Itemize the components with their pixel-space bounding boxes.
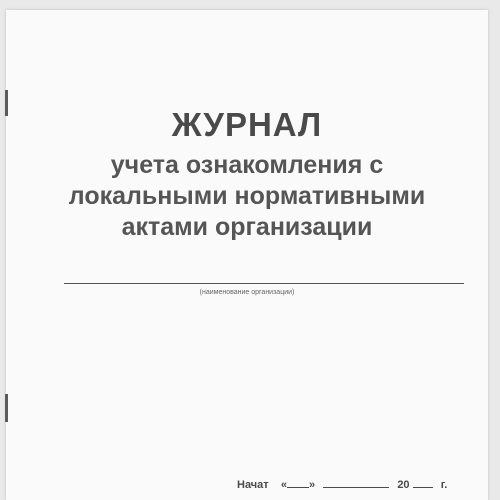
journal-title: ЖУРНАЛ bbox=[171, 106, 323, 143]
started-date-field bbox=[237, 478, 447, 491]
open-quote: « bbox=[280, 479, 287, 491]
subtitle-line-1: учета ознакомления с bbox=[110, 151, 384, 179]
organization-name-caption: (наименование организации) bbox=[199, 289, 295, 296]
year-suffix: г. bbox=[440, 479, 448, 491]
binding-mark-bottom bbox=[5, 394, 8, 422]
organization-name-line bbox=[64, 283, 464, 284]
subtitle-line-3: актами организации bbox=[121, 213, 373, 241]
year-blank bbox=[413, 478, 433, 488]
close-quote: » bbox=[308, 479, 316, 491]
started-label: Начат bbox=[237, 479, 269, 491]
journal-subtitle bbox=[6, 150, 488, 243]
day-blank bbox=[287, 478, 309, 488]
month-blank bbox=[323, 478, 389, 488]
subtitle-line-2: локальными нормативными bbox=[68, 182, 426, 210]
year-prefix: 20 bbox=[397, 479, 410, 491]
journal-cover bbox=[6, 10, 488, 500]
